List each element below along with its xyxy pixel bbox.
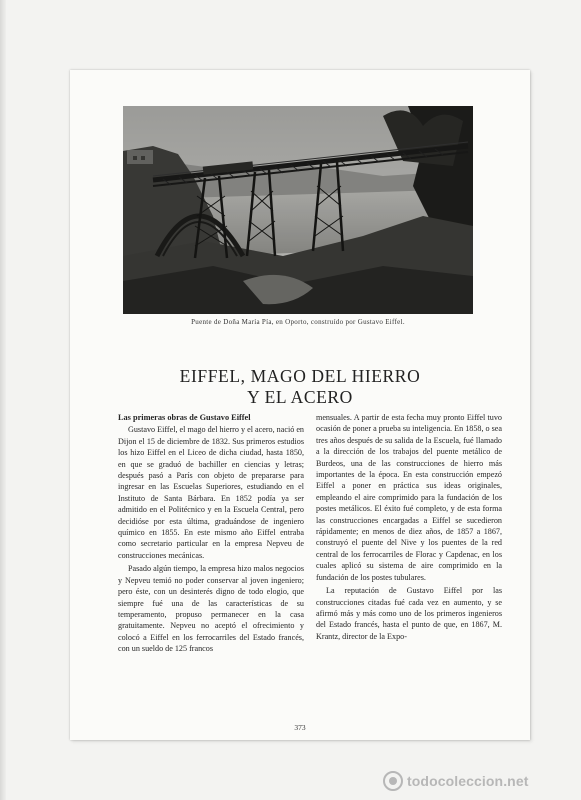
watermark-text: todocoleccion.net [407, 773, 529, 789]
bridge-photo [123, 106, 473, 314]
paragraph: Pasado algún tiempo, la empresa hizo malos negocios y Nepveu temió no poder conservar al joven ingeniero; pero éste, con un desinterés digno de todo elogio, que siempre fué una de las características de su temperamento, propuso permanecer en la casa gratuitamente. Nepveu no aceptó el ofrecimiento y colocó a Eiffel en los ferrocarriles del Estado francés, con un sueldo de 125 francos [118, 564, 304, 654]
paragraph: Gustavo Eiffel, el mago del hierro y el acero, nació en Dijon el 15 de diciembre de 1832. Sus primeros estudios los hizo Eiffel en el Liceo de dicha ciudad, hasta 1850, en que se graduó de bachiller en ciencias y letras; después pasó a París con objeto de prepararse para ingresar en las Escuelas Superiores, estudiando en el Instituto de Santa Bárbara. En 1852 podía ya ser admitido en el Politécnico y en la Escuela Central, pero decidióse por esta última, graduándose de ingeniero químico en 1855. En este mismo año Eiffel entraba como secretario particular en la empresa Nepveu de construcciones mecánicas. [118, 425, 304, 560]
text-column-right [316, 412, 502, 642]
title-line-2: Y EL ACERO [247, 387, 353, 407]
paragraph: mensuales. A partir de esta fecha muy pronto Eiffel tuvo ocasión de poner a prueba su inteligencia. En 1858, o sea tres años después de su salida de la Escuela, fué llamado a la dirección de los trabajos del puente metálico de Burdeos, una de las construcciones de hierro más importantes de la época. En esta construcción empezó Eiffel a poner en práctica sus ideas originales, empleando el aire comprimido para la fundación de los postes metálicos. El éxito fué completo, y de esta forma las construcciones encargadas a Eiffel se sucedieron rápidamente; en menos de diez años, de 1857 a 1867, construyó el puente del Nive y los puentes de la red central de los ferrocarriles de Florac y Capdenac, en los cuales aplicó su sistema de aire comprimido en la fundación de los postes tubulares. [316, 413, 502, 582]
article-title [110, 366, 490, 408]
scan-edge [0, 0, 6, 800]
title-line-1: EIFFEL, MAGO DEL HIERRO [179, 366, 421, 386]
paragraph: La reputación de Gustavo Eiffel por las construcciones citadas fué cada vez en aumento, y se afirmó más y más como uno de los primeros ingenieros del Estado francés, hasta el punto de que, en 1867, M. Krantz, director de la Expo- [316, 586, 502, 641]
site-watermark [383, 770, 573, 792]
photo-caption: Puente de Doña María Pía, en Oporto, construído por Gustavo Eiffel. [191, 318, 405, 326]
text-column-left [118, 412, 304, 655]
book-page [70, 70, 530, 740]
section-heading: Las primeras obras de Gustavo Eiffel [118, 413, 251, 422]
watermark-logo-icon [383, 771, 403, 791]
page-number: 373 [294, 723, 306, 732]
